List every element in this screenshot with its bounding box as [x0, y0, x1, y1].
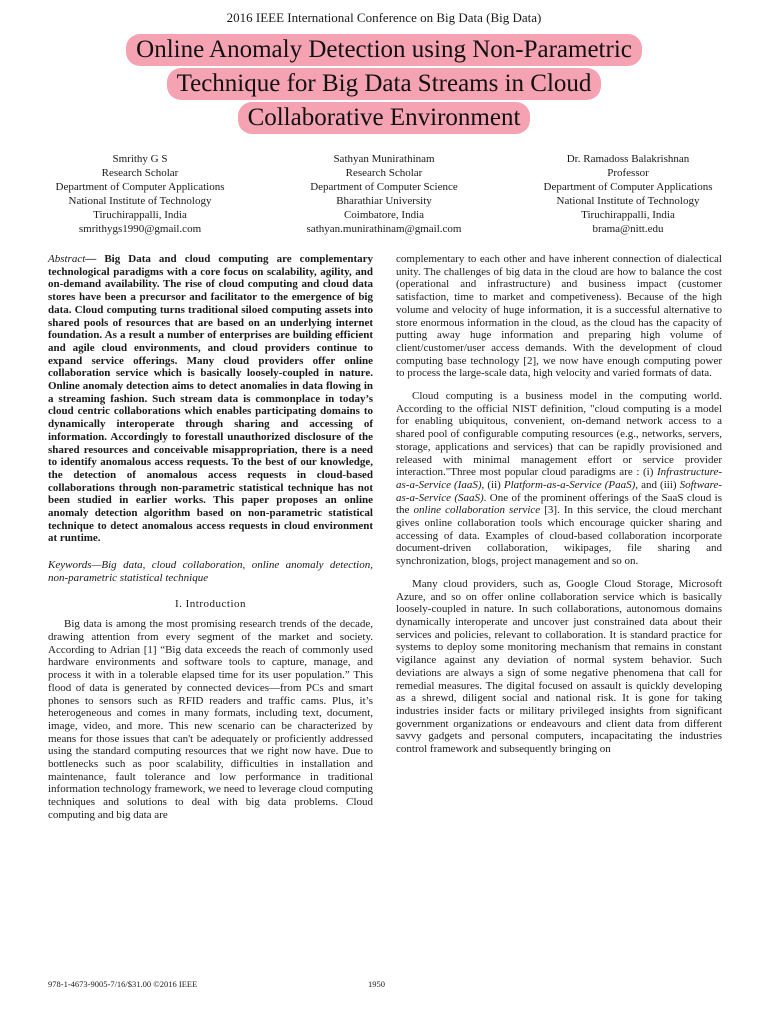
text-span: [3]. In this service, the cloud merchant gives online collaboration tools which encourage quicker sharing and accessing of data. Examples of cloud-based collaboration incorporate document-driven collaboration, wikipages, file sharing and synchronization, blogs, project management and so on. [396, 504, 722, 568]
author-institution: National Institute of Technology [556, 195, 700, 207]
author-block [20, 152, 748, 236]
body-paragraph-1: complementary to each other and have inherent connection of dialectical unity. The challenges of big data in the cloud are how to balance the cost (operational and infrastructure) and business impact (customer satisfaction, time to market and competiveness). Because of the high volume and velocity of huge information, it is a successful alternative to store enormous information in the cloud, as the cloud has the capacity of putting away huge information and preparing high volume of client/customer/user access demands. With the development of cloud computing base technology [2], we now have enough computing power to process the large-scale data, high velocity and varied formats of data. [396, 253, 722, 380]
text-span: Cloud computing is a business model in the computing world. According to the official NIST definition, "cloud computing is a model for enabling ubiquitous, convenient, on-demand network access to a shared pool of configurable computing resources (e.g., networks, servers, storage, applications and services) that can be rapidly provisioned and released with minimal management effort or service provider interaction."Three most popular cloud paradigms are : (i) [396, 390, 722, 479]
author-email[interactable]: sathyan.munirathinam@gmail.com [306, 223, 462, 235]
abstract [48, 253, 373, 545]
text-span: . One of the prominent offerings of the SaaS cloud is the [396, 491, 722, 517]
author-role: Professor [607, 167, 649, 179]
author-name: Smrithy G S [112, 153, 168, 165]
author-location: Tiruchirappalli, India [581, 209, 675, 221]
author-email[interactable]: smrithygs1990@gmail.com [78, 223, 202, 235]
author-location: Tiruchirappalli, India [93, 209, 187, 221]
author-3 [508, 152, 748, 236]
author-department: Department of Computer Science [310, 181, 458, 193]
right-column [396, 253, 722, 756]
paas-term: Platform-as-a-Service (PaaS) [503, 478, 636, 491]
author-location: Coimbatore, India [343, 209, 425, 221]
keywords: Keywords—Big data, cloud collaboration, online anomaly detection, non-parametric statistical technique [48, 559, 373, 584]
online-collaboration-term: online collaboration service [413, 504, 541, 517]
footer-isbn: 978-1-4673-9005-7/16/$31.00 ©2016 IEEE [48, 979, 198, 989]
intro-paragraph: Big data is among the most promising research trends of the decade, drawing attention from every segment of the market and society. According to Adrian [1] “Big data exceeds the reach of commonly used hardware environments and software tools to capture, manage, and process it with in a tolerable elapsed time for its user population.” This flood of data is generated by connected devices—from PCs and smart phones to sensors such as RFID readers and traffic cams. Plus, it’s heterogeneous and comes in many formats, including text, document, image, video, and more. This new scenario can be characterized by means for those issues that can't be adequately or proficiently addressed using the standard computing resources that we right now have. Due to bottlenecks such as poor scalability, difficulties in installation and maintenance, fault tolerance and low performance in traditional information technology framework, we need to leverage cloud computing techniques and solutions to deal with big data problems. Cloud computing and big data are [48, 618, 373, 821]
saas-term: Software-as-a-Service (SaaS) [396, 478, 722, 504]
text-span: , and (iii) [635, 478, 680, 491]
body-paragraph-2 [396, 390, 722, 568]
paper-title [60, 33, 708, 135]
body-paragraph-3: Many cloud providers, such as, Google Cloud Storage, Microsoft Azure, and so on offer online collaboration service which is basically loosely-coupled in nature. In such collaborations, autonomous domains dynamically interoperate and uncover just constrained data about their services and policies, relevant to collaboration. It is standard practice for systems to deploy some monitoring mechanism that remains in constant vigilance against any deviation of normal system behavior. Such deviations are always a sign of some negative phenomena that call for remedial measures. The digital focused on assault is quickly developing as a shrewd, diligent social and national risk. It is gone for taking industries insider facts or military privileged insights from significant government organizations or endeavours and client data from different savvy gadgets and personal computers, incapacitating the industries control framework and subsequently bringing on [396, 577, 722, 756]
title-line-2: Technique for Big Data Streams in Cloud [167, 68, 602, 100]
conference-header: 2016 IEEE International Conference on Big Data (Big Data) [226, 10, 542, 25]
abstract-label: Abstract [48, 253, 86, 265]
section-heading-introduction: I. Introduction [174, 597, 247, 610]
page-number: 1950 [368, 979, 385, 989]
author-institution: Bharathiar University [336, 195, 432, 207]
author-role: Research Scholar [101, 167, 179, 179]
author-name: Sathyan Munirathinam [333, 153, 435, 165]
author-name: Dr. Ramadoss Balakrishnan [566, 153, 690, 165]
author-1 [20, 152, 260, 236]
title-line-1: Online Anomaly Detection using Non-Parametric [126, 34, 642, 66]
iaas-term: Infrastructure-as-a-Service (IaaS) [396, 466, 722, 491]
author-role: Research Scholar [345, 167, 423, 179]
author-email[interactable]: brama@nitt.edu [592, 223, 664, 235]
left-column [48, 253, 373, 822]
author-institution: National Institute of Technology [68, 195, 212, 207]
author-department: Department of Computer Applications [543, 181, 713, 193]
author-department: Department of Computer Applications [55, 181, 225, 193]
author-2 [264, 152, 504, 236]
text-span: , (ii) [481, 478, 504, 491]
abstract-text: — Big Data and cloud computing are complementary technological paradigms with a core focus on scalability, agility, and on-demand availability. The rise of cloud computing and cloud data stores have been a precursor and facilitator to the emergence of big data. Cloud computing turns traditional siloed computing assets into shared pools of resources that are based on an underlying internet foundation. As a result a number of enterprises are building efficient and agile cloud environments, and cloud providers continue to expand service offerings. Many cloud providers offer online collaboration service which is basically loosely-coupled in nature. Online anomaly detection aims to detect anomalies in data flowing in a streaming fashion. Such stream data is commonplace in today’s cloud centric collaborations which enables participating domains to dynamically interoperate through sharing and accessing of information. Accordingly to forestall unauthorized disclosure of the shared resources and conceivable misappropriation, there is a need to identify anomalous access requests. To the best of our knowledge, the detection of anomalous access requests in cloud-based collaborations through non-parametric statistical technique has not been studied in earlier works. This paper proposes an online anomaly detection algorithm based on non-parametric statistical technique to detect anomalous access requests in cloud environment at runtime. [48, 253, 373, 545]
title-line-3: Collaborative Environment [238, 102, 531, 134]
